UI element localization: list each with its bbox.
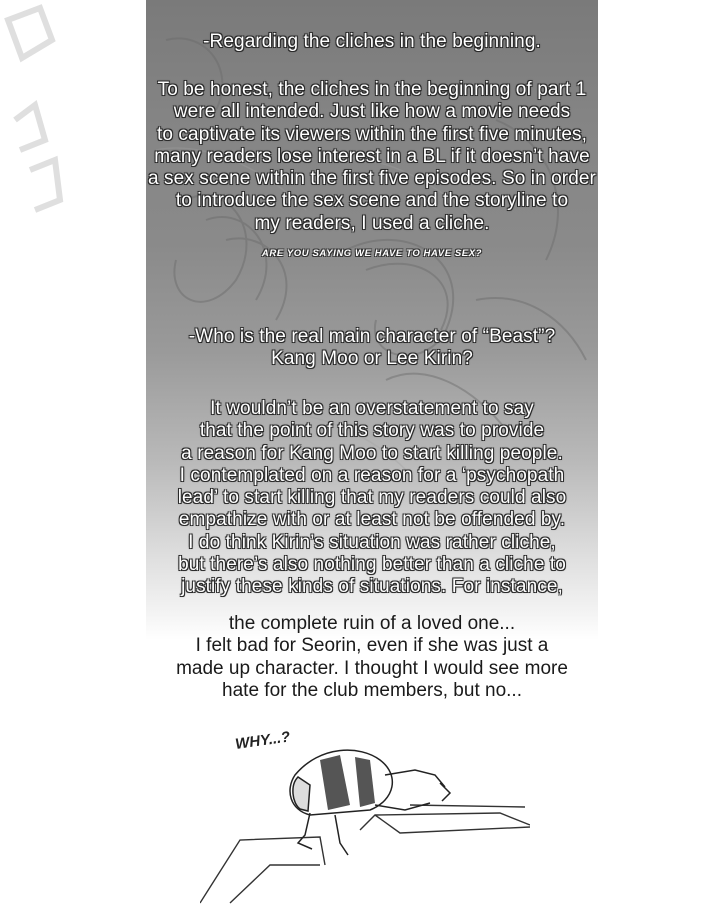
section2-paragraph — [146, 398, 598, 599]
section1-line: To be honest, the cliches in the beginning of part 1 — [157, 79, 587, 100]
section1-paragraph — [146, 79, 598, 235]
section2-line: empathize with or at least not be offended by. — [178, 509, 566, 531]
section1-line: many readers lose interest in a BL if it doesn’t have — [154, 145, 590, 167]
section2-line: It wouldn’t be an overstatement to say — [210, 398, 534, 419]
closing-line: I felt bad for Seorin, even if she was just a — [195, 635, 549, 657]
section1-line: to captivate its viewers within the first five minutes, — [157, 123, 587, 145]
closing-line: made up character. I thought I would see more — [176, 657, 568, 679]
section2-line: I contemplated on a reason for a ‘psychopath — [179, 464, 565, 486]
section1-line: to introduce the sex scene and the storyline to — [175, 190, 569, 212]
section2-heading-line: -Who is the real main character of “Beast”? — [188, 326, 556, 347]
section2-line: a reason for Kang Moo to start killing people. — [181, 442, 563, 464]
aside-remark: ARE YOU SAYING WE HAVE TO HAVE SEX? — [261, 248, 483, 259]
section1-heading: -Regarding the cliches in the beginning. — [203, 31, 541, 52]
section1-line: were all intended. Just like how a movie needs — [173, 101, 571, 123]
section1-line: my readers, I used a cliche. — [254, 212, 490, 234]
margin-artwork — [0, 0, 146, 260]
author-sketch-illustration — [200, 715, 530, 905]
section1-line: a sex scene within the first five episodes. So in order — [147, 168, 596, 190]
sketch-caption: WHY...? — [234, 728, 292, 753]
section2-line: lead’ to start killing that my readers could also — [177, 487, 567, 509]
section2-line: but there’s also nothing better than a cliche to — [178, 554, 566, 576]
closing-line: hate for the club members, but no... — [222, 679, 522, 701]
section1-heading-block — [146, 31, 598, 53]
section2-line: justify these kinds of situations. For instance, — [181, 576, 563, 598]
loaf-character — [290, 750, 450, 855]
section2-closing-paragraph — [146, 613, 598, 702]
floor-lines — [200, 805, 530, 903]
section2-heading-line: Kang Moo or Lee Kirin? — [271, 348, 473, 370]
section2-line: that the point of this story was to provide — [199, 420, 545, 442]
closing-line: the complete ruin of a loved one... — [228, 613, 516, 634]
section2-line: I do think Kirin’s situation was rather cliche, — [188, 531, 556, 553]
section2-heading-block — [146, 326, 598, 371]
